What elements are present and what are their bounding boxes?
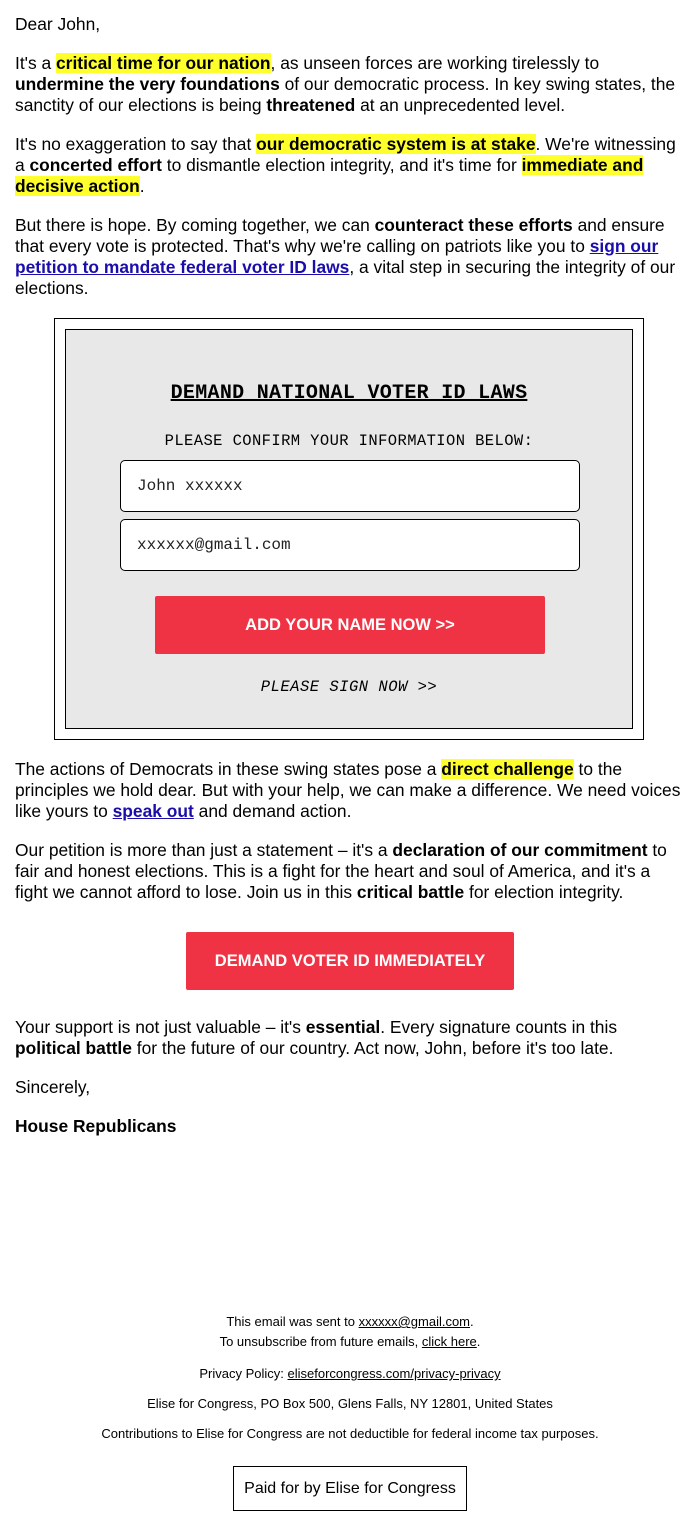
footer-contributions: Contributions to Elise for Congress are not deductible for federal income tax purposes. xyxy=(101,1426,599,1441)
speak-out-link[interactable]: speak out xyxy=(112,801,194,821)
paragraph-stakes xyxy=(15,134,685,197)
petition-form-frame xyxy=(54,318,644,740)
signature: House Republicans xyxy=(15,1116,177,1136)
highlight-text: critical time for our nation xyxy=(56,53,271,73)
text: and demand action. xyxy=(193,801,352,821)
footer-sent-line xyxy=(0,1312,700,1332)
highlight-text: immediate and decisive action xyxy=(15,155,644,196)
petition-link[interactable]: sign our petition to mandate federal voter ID laws xyxy=(15,236,659,277)
bold-text: threatened xyxy=(266,95,356,115)
footer-sent-info xyxy=(0,1312,700,1352)
text: It's a xyxy=(15,53,57,73)
footer-unsubscribe-line xyxy=(0,1332,700,1352)
bold-text: undermine the very foundations xyxy=(15,74,280,94)
paid-for-disclaimer: Paid for by Elise for Congress xyxy=(233,1466,467,1511)
text: to dismantle election integrity, and it's time for xyxy=(161,155,522,175)
text: This email was sent to xyxy=(226,1314,359,1329)
add-your-name-button[interactable]: ADD YOUR NAME NOW >> xyxy=(155,596,545,654)
petition-form xyxy=(65,329,633,729)
text: Our petition is more than just a statement – it's a xyxy=(15,840,393,860)
text: for the future of our country. Act now, John, before it's too late. xyxy=(131,1038,614,1058)
bold-text: political battle xyxy=(15,1038,132,1058)
text: , as unseen forces are working tirelessly to xyxy=(270,53,600,73)
text: to the principles we hold dear. But with your help, we can make a difference. We need voices like yours to xyxy=(15,759,681,821)
text: . xyxy=(470,1314,474,1329)
paragraph-petition xyxy=(15,840,685,903)
privacy-policy-link[interactable]: eliseforcongress.com/privacy-privacy xyxy=(287,1366,501,1381)
footer-address: Elise for Congress, PO Box 500, Glens Falls, NY 12801, United States xyxy=(147,1396,553,1411)
bold-text: counteract these efforts xyxy=(374,215,573,235)
text: . xyxy=(476,1334,481,1349)
form-title: DEMAND NATIONAL VOTER ID LAWS xyxy=(170,382,528,405)
bold-text: concerted effort xyxy=(29,155,162,175)
recipient-email-link[interactable]: xxxxxx@gmail.com xyxy=(358,1314,471,1329)
name-field[interactable]: John xxxxxx xyxy=(120,460,580,512)
demand-voter-id-button[interactable]: DEMAND VOTER ID IMMEDIATELY xyxy=(186,932,514,990)
text: . Every signature counts in this xyxy=(380,1017,618,1037)
text: for election integrity. xyxy=(464,882,624,902)
text: The actions of Democrats in these swing states pose a xyxy=(15,759,442,779)
text: Your support is not just valuable – it's xyxy=(15,1017,306,1037)
text: . We're witnessing a xyxy=(15,134,676,175)
text: , a vital step in securing the integrity of our elections. xyxy=(15,257,676,298)
text: of our democratic process. In key swing states, the sanctity of our elections is being xyxy=(15,74,676,115)
bold-text: critical battle xyxy=(356,882,465,902)
text: . xyxy=(139,176,145,196)
paragraph-hope xyxy=(15,215,685,299)
sign-now-link[interactable]: PLEASE SIGN NOW >> xyxy=(260,678,438,696)
text: Privacy Policy: xyxy=(199,1366,288,1381)
highlight-text: our democratic system is at stake xyxy=(256,134,536,154)
form-subtitle: PLEASE CONFIRM YOUR INFORMATION BELOW: xyxy=(164,432,534,450)
text: To unsubscribe from future emails, xyxy=(219,1334,422,1349)
text: and ensure that every vote is protected. That's why we're calling on patriots like you to xyxy=(15,215,665,256)
text: to fair and honest elections. This is a fight for the heart and soul of America, and it's a fight we cannot afford to lose. Join us in this xyxy=(15,840,667,902)
bold-text: essential xyxy=(305,1017,381,1037)
text: It's no exaggeration to say that xyxy=(15,134,257,154)
email-field[interactable]: xxxxxx@gmail.com xyxy=(120,519,580,571)
paragraph-support xyxy=(15,1017,685,1059)
closing: Sincerely, xyxy=(15,1077,91,1097)
footer-privacy xyxy=(0,1364,700,1384)
unsubscribe-link[interactable]: click here xyxy=(421,1334,477,1349)
paragraph-challenge xyxy=(15,759,685,822)
greeting: Dear John, xyxy=(15,14,101,34)
text: at an unprecedented level. xyxy=(355,95,566,115)
text: But there is hope. By coming together, we can xyxy=(15,215,375,235)
paragraph-intro xyxy=(15,53,685,116)
highlight-text: direct challenge xyxy=(441,759,574,779)
bold-text: declaration of our commitment xyxy=(392,840,648,860)
